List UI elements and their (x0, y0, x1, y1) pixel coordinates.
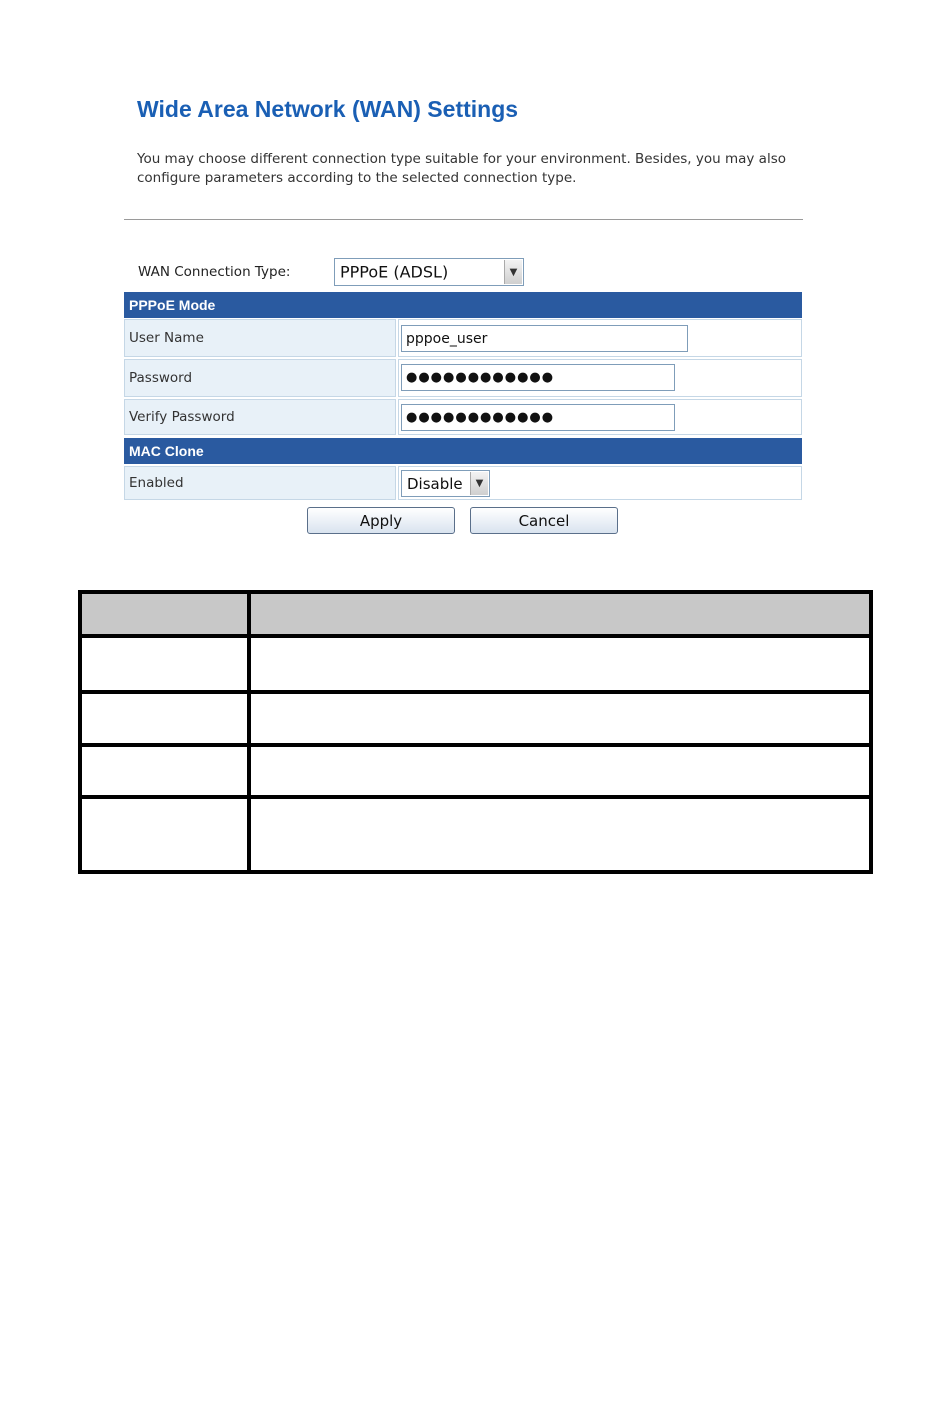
divider (124, 219, 803, 220)
doc-table-cell (82, 694, 247, 743)
page-title: Wide Area Network (WAN) Settings (137, 96, 519, 122)
chevron-down-icon[interactable]: ▼ (504, 260, 522, 284)
password-input[interactable]: ●●●●●●●●●●●● (401, 364, 675, 391)
chevron-down-icon[interactable]: ▼ (470, 472, 488, 495)
verify-password-cell (398, 399, 802, 435)
apply-button[interactable]: Apply (307, 507, 455, 534)
doc-table-cell (251, 799, 869, 870)
user-name-input[interactable]: pppoe_user (401, 325, 688, 352)
verify-password-input[interactable]: ●●●●●●●●●●●● (401, 404, 675, 431)
wan-connection-type-label: WAN Connection Type: (138, 264, 291, 280)
doc-table (78, 590, 873, 874)
pppoe-mode-header: PPPoE Mode (124, 292, 802, 318)
user-name-label: User Name (124, 319, 396, 357)
wan-connection-type-value: PPPoE (ADSL) (340, 262, 449, 282)
mac-clone-enabled-cell (398, 466, 802, 500)
verify-password-label: Verify Password (124, 399, 396, 435)
mac-clone-enabled-label: Enabled (124, 466, 396, 500)
doc-table-cell (82, 638, 247, 690)
mac-clone-enabled-row (124, 466, 802, 500)
doc-table-cell (251, 747, 869, 795)
verify-password-row (124, 399, 802, 435)
doc-table-cell (251, 638, 869, 690)
mac-clone-header: MAC Clone (124, 438, 802, 464)
doc-table-header (82, 594, 869, 634)
wan-connection-type-select[interactable] (334, 258, 524, 286)
page-description: You may choose different connection type suitable for your environment. Besides, you may also configure parameters according to the selected connection type. (137, 151, 786, 186)
password-cell (398, 359, 802, 397)
user-name-row (124, 319, 802, 357)
doc-table-cell (82, 747, 247, 795)
password-row (124, 359, 802, 397)
doc-table-cell (82, 799, 247, 870)
password-label: Password (124, 359, 396, 397)
doc-table-cell (251, 694, 869, 743)
mac-clone-value: Disable (407, 474, 463, 493)
cancel-button[interactable]: Cancel (470, 507, 618, 534)
mac-clone-select[interactable] (401, 470, 490, 497)
user-name-cell (398, 319, 802, 357)
